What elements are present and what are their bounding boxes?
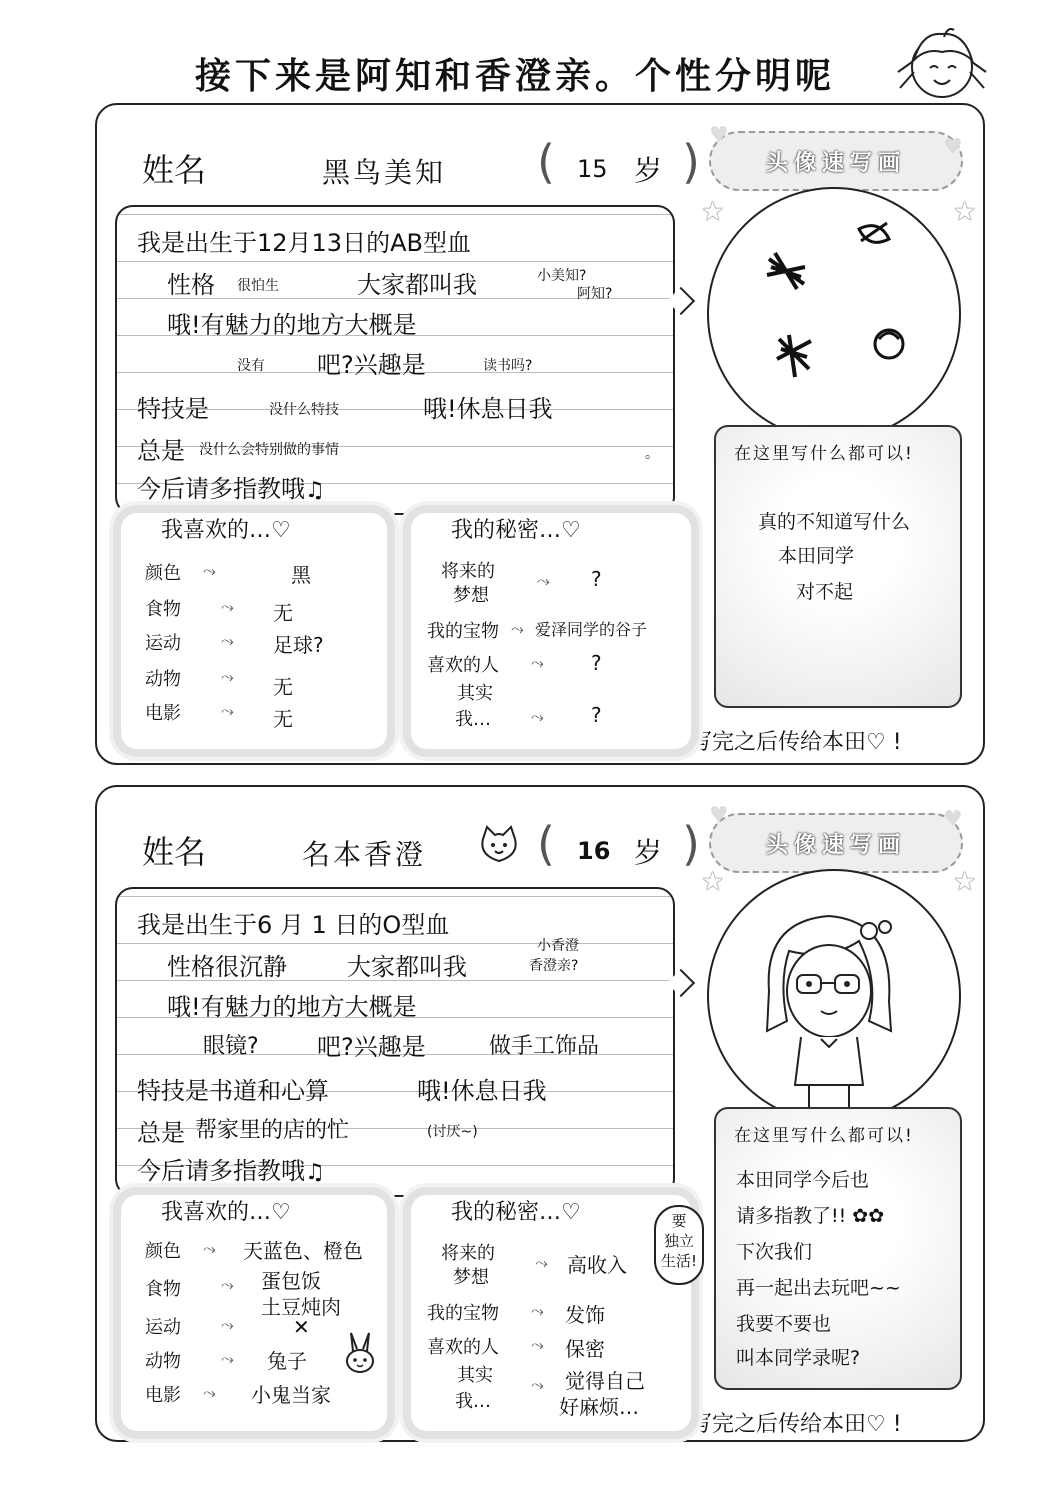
personality-value: 很怕生 [237, 278, 279, 294]
charm-label: 哦!有魅力的地方大概是 [167, 311, 417, 339]
secrets-row-label: 我的宝物 [427, 1303, 499, 1324]
memo-line: 本田同学今后也 [736, 1169, 870, 1191]
likes-row-value: 足球? [273, 633, 324, 657]
secrets-row-label-2: 我… [455, 709, 491, 730]
age-value: 15 [577, 155, 608, 183]
nickname-value-2: 香澄亲? [529, 958, 579, 974]
girl-with-glasses-icon [709, 871, 959, 1121]
hobby-label: 吧?兴趣是 [317, 351, 426, 379]
name-value: 黑鸟美知 [322, 156, 447, 189]
likes-row-value: 小鬼当家 [251, 1383, 331, 1407]
arrow-icon: ⤳ [203, 561, 216, 580]
name-label: 姓名 [142, 833, 207, 871]
star-icon: ★ [953, 867, 977, 897]
side-note-bubble [654, 1205, 704, 1285]
charm-value: 眼镜? [203, 1034, 259, 1059]
heart-icon: ♥ [943, 135, 963, 160]
scribbled-face-icon [709, 189, 959, 439]
likes-row-value: ✕ [293, 1315, 310, 1339]
name-label: 姓名 [142, 151, 207, 189]
nickname-value-2: 阿知? [577, 286, 613, 302]
portrait-title: 头像速写画 [709, 813, 963, 873]
secrets-row-label-2: 梦想 [453, 1267, 489, 1288]
memo-line: 下次我们 [736, 1241, 813, 1263]
arrow-icon: ⤳ [531, 1375, 544, 1394]
secrets-row-label: 喜欢的人 [427, 1337, 499, 1358]
likes-title: 我喜欢的…♡ [161, 518, 291, 543]
rabbit-face-icon [343, 1331, 377, 1375]
personality-label: 性格很沉静 [167, 953, 287, 981]
arrow-icon: ⤳ [511, 619, 524, 638]
period-mark: 。 [645, 446, 659, 462]
likes-row-value: 无 [273, 707, 293, 731]
likes-row-value: 黑 [291, 563, 311, 587]
send-to-line: 写完之后传给本田♡ ! [690, 1412, 902, 1437]
memo-line: 叫本同学录呢? [736, 1347, 861, 1369]
heart-icon: ♥ [709, 123, 729, 148]
secrets-row-value: 爱泽同学的谷子 [535, 620, 648, 639]
arrow-icon: ⤳ [221, 667, 234, 686]
always-note: (讨厌~) [427, 1124, 478, 1140]
star-icon: ★ [701, 867, 725, 897]
intro-bubble [115, 205, 675, 515]
memo-line: 对不起 [796, 581, 854, 603]
secrets-row-label: 将来的 [441, 561, 495, 582]
likes-row-label: 食物 [145, 599, 181, 620]
secrets-row-label: 其实 [457, 1365, 493, 1386]
likes-row-label: 动物 [145, 1351, 181, 1372]
secrets-row-label-2: 我… [455, 1391, 491, 1412]
cat-face-icon [477, 825, 521, 865]
secrets-row-value-2: 好麻烦… [559, 1395, 639, 1419]
arrow-icon: ⤳ [221, 631, 234, 650]
always-value: 没什么会特别做的事情 [199, 442, 339, 458]
charm-label: 哦!有魅力的地方大概是 [167, 993, 417, 1021]
hobby-value: 读书吗? [483, 358, 533, 374]
arrow-icon: ⤳ [221, 701, 234, 720]
likes-title: 我喜欢的…♡ [161, 1200, 291, 1225]
secrets-title: 我的秘密…♡ [451, 1200, 581, 1225]
skill-line: 特技是书道和心算 [137, 1077, 329, 1105]
personality-label: 性格 [167, 271, 215, 299]
age-unit: 岁 [634, 836, 663, 869]
secrets-row-value: 发饰 [565, 1303, 605, 1327]
memo-line: 真的不知道写什么 [758, 511, 911, 533]
portrait-title: 头像速写画 [709, 131, 963, 191]
likes-row-label: 运动 [145, 633, 181, 654]
arrow-icon: ⤳ [203, 1239, 216, 1258]
arrow-icon: ⤳ [537, 571, 550, 590]
memo-line: 再一起出去玩吧~~ [736, 1277, 901, 1299]
star-icon: ★ [953, 197, 977, 227]
age-close-paren: ) [682, 817, 700, 871]
arrow-icon: ⤳ [531, 1301, 544, 1320]
arrow-icon: ⤳ [531, 653, 544, 672]
age-close-paren: ) [682, 135, 700, 189]
likes-panel [121, 1195, 387, 1431]
arrow-icon: ⤳ [203, 1383, 216, 1402]
secrets-row-value: 觉得自己 [565, 1369, 645, 1393]
memo-box [714, 425, 962, 708]
memo-line: 我要不要也 [736, 1313, 832, 1335]
likes-row-label: 动物 [145, 669, 181, 690]
likes-panel [121, 513, 387, 749]
likes-row-label: 运动 [145, 1317, 181, 1338]
page-title: 接下来是阿知和香澄亲。个性分明呢 [195, 56, 836, 97]
profile-card-2 [95, 785, 985, 1442]
secrets-panel [411, 1195, 691, 1431]
always-label: 总是 [137, 1119, 185, 1147]
arrow-icon: ⤳ [221, 1315, 234, 1334]
intro-birth-line: 我是出生于6 月 1 日的O型血 [137, 911, 450, 939]
always-label: 总是 [137, 437, 185, 465]
secrets-row-label: 我的宝物 [427, 621, 499, 642]
likes-row-label: 颜色 [145, 563, 181, 584]
arrow-icon: ⤳ [221, 1275, 234, 1294]
memo-title: 在这里写什么都可以! [734, 1126, 914, 1146]
profile-card-1 [95, 103, 985, 765]
secrets-row-label: 其实 [457, 683, 493, 704]
closing-text: 今后请多指教哦 [137, 1157, 305, 1185]
secrets-row-label: 将来的 [441, 1243, 495, 1264]
age-value: 16 [577, 837, 611, 865]
intro-bubble [115, 887, 675, 1197]
arrow-icon: ⤳ [531, 1335, 544, 1354]
holiday-label: 哦!休息日我 [417, 1077, 547, 1105]
heart-icon: ♥ [943, 807, 963, 832]
secrets-row-value: ? [591, 651, 602, 675]
likes-row-label: 颜色 [145, 1241, 181, 1262]
nickname-value-1: 小美知? [537, 268, 587, 284]
star-icon: ★ [701, 197, 725, 227]
secrets-row-label: 喜欢的人 [427, 655, 499, 676]
skill-label: 特技是 [137, 395, 209, 423]
secrets-row-value: 保密 [565, 1337, 605, 1361]
secrets-panel [411, 513, 691, 749]
secrets-title: 我的秘密…♡ [451, 518, 581, 543]
intro-birth-line: 我是出生于12月13日的AB型血 [137, 229, 471, 257]
hobby-value: 做手工饰品 [489, 1034, 600, 1059]
side-note-line: 要 [671, 1212, 687, 1230]
age-unit: 岁 [634, 154, 663, 187]
charm-value: 没有 [237, 358, 265, 374]
likes-row-label: 食物 [145, 1279, 181, 1300]
memo-box [714, 1107, 962, 1390]
holiday-label: 哦!休息日我 [423, 395, 553, 423]
closing-line [137, 469, 325, 504]
heart-icon: ♥ [709, 803, 729, 828]
arrow-icon: ⤳ [221, 1349, 234, 1368]
music-note-icon: ♫ [305, 478, 325, 503]
memo-line: 请多指教了!! ✿✿ [736, 1205, 885, 1227]
music-note-icon: ♫ [305, 1160, 325, 1185]
portrait-drawing [707, 187, 961, 441]
arrow-icon: ⤳ [535, 1253, 548, 1272]
likes-row-value: 蛋包饭 [261, 1269, 321, 1293]
closing-line [137, 1151, 325, 1186]
side-note-line: 生活! [660, 1252, 697, 1270]
send-to-line: 写完之后传给本田♡ ! [690, 730, 902, 755]
memo-line: 本田同学 [778, 545, 855, 567]
likes-row-label: 电影 [145, 1385, 181, 1406]
secrets-row-value: 高收入 [567, 1253, 627, 1277]
closing-text: 今后请多指教哦 [137, 475, 305, 503]
likes-row-value: 兔子 [267, 1349, 307, 1373]
nickname-label: 大家都叫我 [357, 271, 477, 299]
hobby-label: 吧?兴趣是 [317, 1033, 426, 1061]
arrow-icon: ⤳ [221, 597, 234, 616]
arrow-icon: ⤳ [531, 707, 544, 726]
name-value: 名本香澄 [302, 838, 427, 871]
nickname-label: 大家都叫我 [347, 953, 467, 981]
memo-title: 在这里写什么都可以! [734, 444, 914, 464]
always-value: 帮家里的店的忙 [195, 1118, 350, 1143]
secrets-row-value: ? [591, 703, 602, 727]
likes-row-value: 土豆炖肉 [261, 1295, 341, 1319]
side-note-line: 独立 [663, 1232, 694, 1250]
age-open-paren: ( [537, 135, 555, 189]
secrets-row-value: ? [591, 567, 602, 591]
likes-row-label: 电影 [145, 703, 181, 724]
likes-row-value: 天蓝色、橙色 [243, 1239, 363, 1263]
secrets-row-label-2: 梦想 [453, 585, 489, 606]
skill-value: 没什么特技 [269, 402, 339, 418]
nickname-value-1: 小香澄 [537, 938, 579, 954]
age-open-paren: ( [537, 817, 555, 871]
likes-row-value: 无 [273, 601, 293, 625]
likes-row-value: 无 [273, 675, 293, 699]
smiling-girl-doodle-icon [892, 22, 992, 112]
portrait-drawing [707, 869, 961, 1123]
